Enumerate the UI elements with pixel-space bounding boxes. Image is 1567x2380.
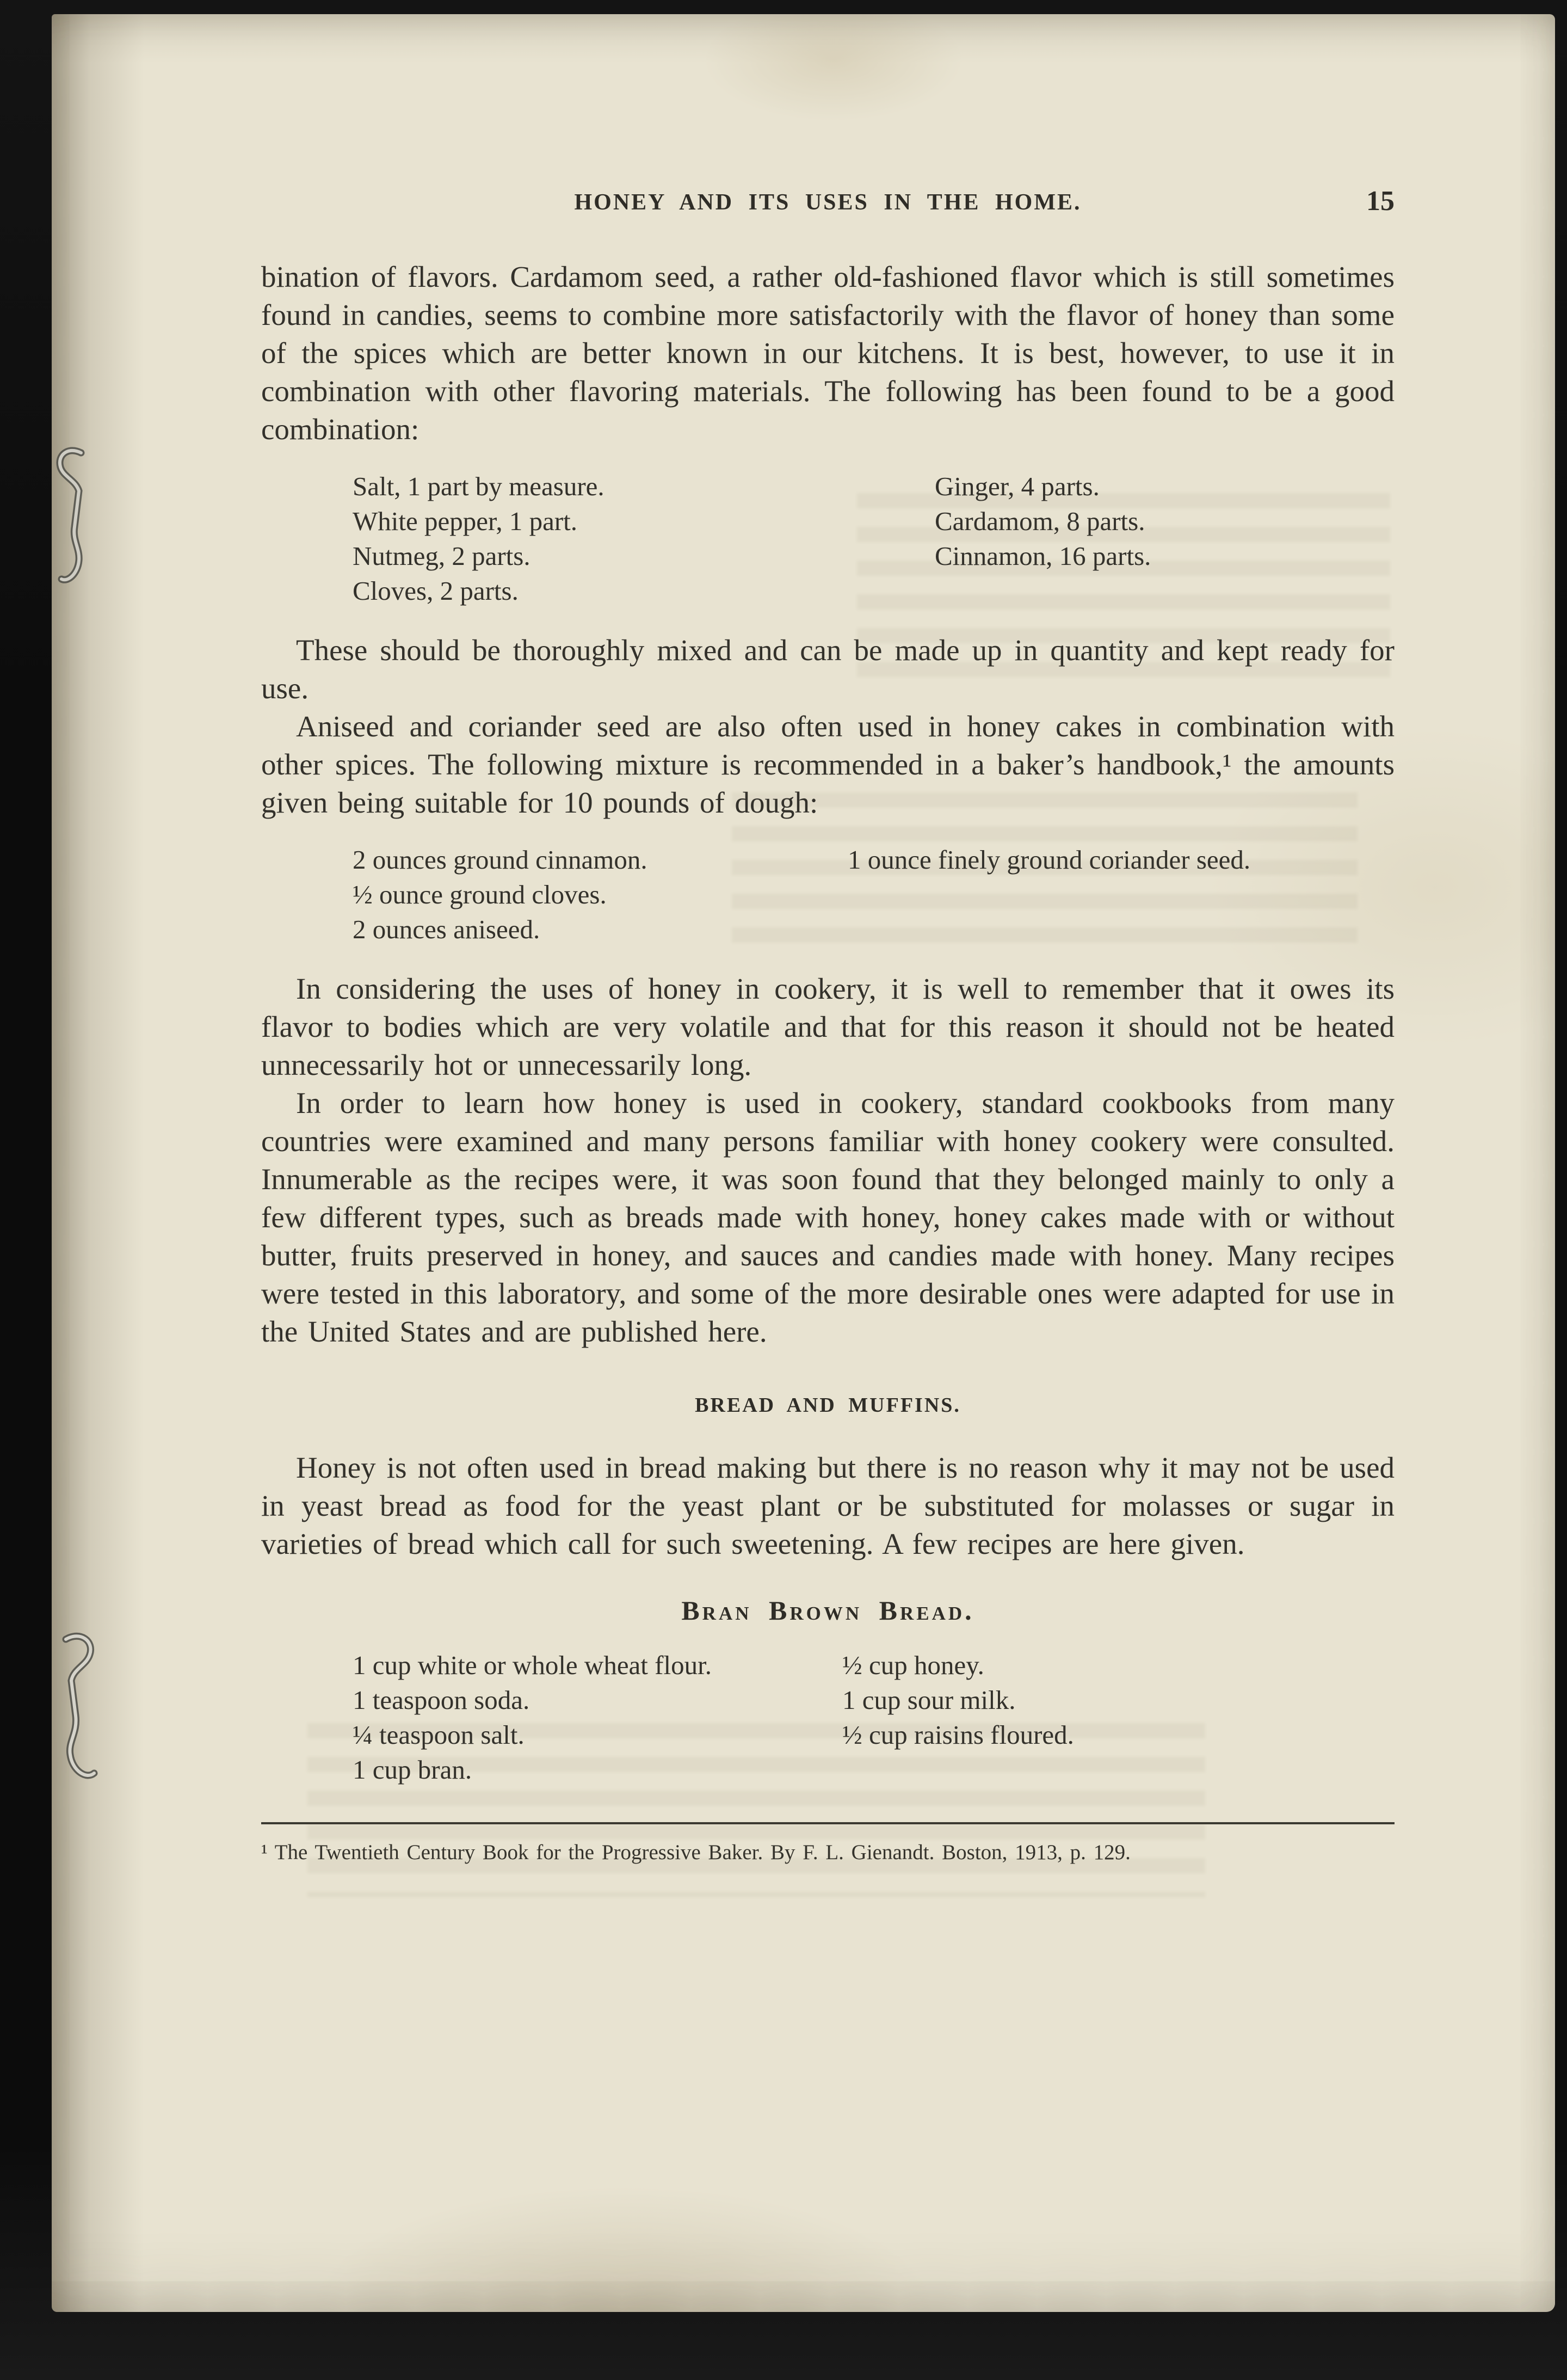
list-column-right [848, 842, 1288, 947]
list-item: Cloves, 2 parts. [353, 576, 519, 606]
page-content [261, 186, 1395, 1867]
page-number: 15 [1366, 186, 1395, 217]
list-column-right [842, 1648, 1074, 1787]
list-item: Salt, 1 part by measure. [353, 471, 604, 501]
recipe-title-bran-brown-bread: Bran Brown Bread. [681, 1595, 974, 1626]
list-item: ½ cup honey. [842, 1650, 984, 1680]
list-item: ¼ teaspoon salt. [353, 1720, 525, 1750]
list-item: Cinnamon, 16 parts. [935, 541, 1151, 571]
list-item: White pepper, 1 part. [353, 506, 578, 536]
paragraph-aniseed-coriander: Aniseed and coriander seed are also often used in honey cakes in combination with other spices. The following mixture is recommended in a baker’s handbook,¹ the amounts given being suitable for 10 pounds of dough: [261, 710, 1395, 819]
list-item: 1 ounce finely ground coriander seed. [848, 845, 1251, 875]
list-item: ½ ounce ground cloves. [353, 880, 607, 909]
list-item: Cardamom, 8 parts. [935, 506, 1145, 536]
list-item: 1 cup bran. [353, 1755, 472, 1785]
list-column-right [935, 469, 1151, 608]
paragraph-mixed-in-quantity: These should be thoroughly mixed and can be made up in quantity and kept ready for use. [261, 634, 1395, 705]
recipe-ingredients-list [353, 1648, 1395, 1787]
paragraph-cookbooks-survey: In order to learn how honey is used in cookery, standard cookbooks from many countries were examined and many persons familiar with honey cookery were consulted. Innumerable as the recipes were, it was soon found that they belonged mainly to only a few different types, such as breads made with honey, honey cakes made with or without butter, fruits preserved in honey, and sauces and candies made with honey. Many recipes were tested in this laboratory, and some of the more desirable ones were adapted for use in the United States and are published here. [261, 1086, 1395, 1348]
footnote-block [261, 1822, 1395, 1867]
list-item: ½ cup raisins floured. [842, 1720, 1074, 1750]
footnote-text: ¹ The Twentieth Century Book for the Progressive Baker. By F. L. Gienandt. Boston, 1913, p. 129. [261, 1841, 1131, 1864]
list-item: 2 ounces ground cinnamon. [353, 845, 647, 875]
list-item: 1 teaspoon soda. [353, 1685, 530, 1715]
list-column-left [353, 1648, 842, 1787]
paragraph-flavors: bination of flavors. Cardamom seed, a rather old-fashioned flavor which is still sometimes found in candies, seems to combine more satisfactorily with the flavor of honey than some of the spices which are better known in our kitchens. It is best, however, to use it in combination with other flavoring materials. The following has been found to be a good combination: [261, 260, 1395, 446]
list-column-left [353, 842, 848, 947]
page-header [261, 186, 1395, 224]
book-page [52, 14, 1555, 2312]
paragraph-honey-in-bread: Honey is not often used in bread making but there is no reason why it may not be used in yeast bread as food for the yeast plant or be substituted for molasses or sugar in varieties of bread which call for such sweetening. A few recipes are here given. [261, 1451, 1395, 1560]
running-title: HONEY AND ITS USES IN THE HOME. [574, 190, 1082, 215]
list-item: Ginger, 4 parts. [935, 471, 1100, 501]
list-item: 2 ounces aniseed. [353, 914, 540, 944]
staple-top-icon [47, 445, 107, 592]
section-heading-bread-and-muffins: BREAD AND MUFFINS. [695, 1394, 961, 1417]
staple-bottom-icon [50, 1628, 109, 1792]
list-column-left [353, 469, 935, 608]
list-item: 1 cup sour milk. [842, 1685, 1016, 1715]
list-item: Nutmeg, 2 parts. [353, 541, 530, 571]
spice-proportions-list [353, 469, 1395, 608]
mixture-list [353, 842, 1395, 947]
paragraph-volatile-flavor: In considering the uses of honey in cookery, it is well to remember that it owes its flavor to bodies which are very volatile and that for this reason it should not be heated unnecessarily hot or unnecessarily long. [261, 972, 1395, 1081]
list-item: 1 cup white or whole wheat flour. [353, 1650, 712, 1680]
